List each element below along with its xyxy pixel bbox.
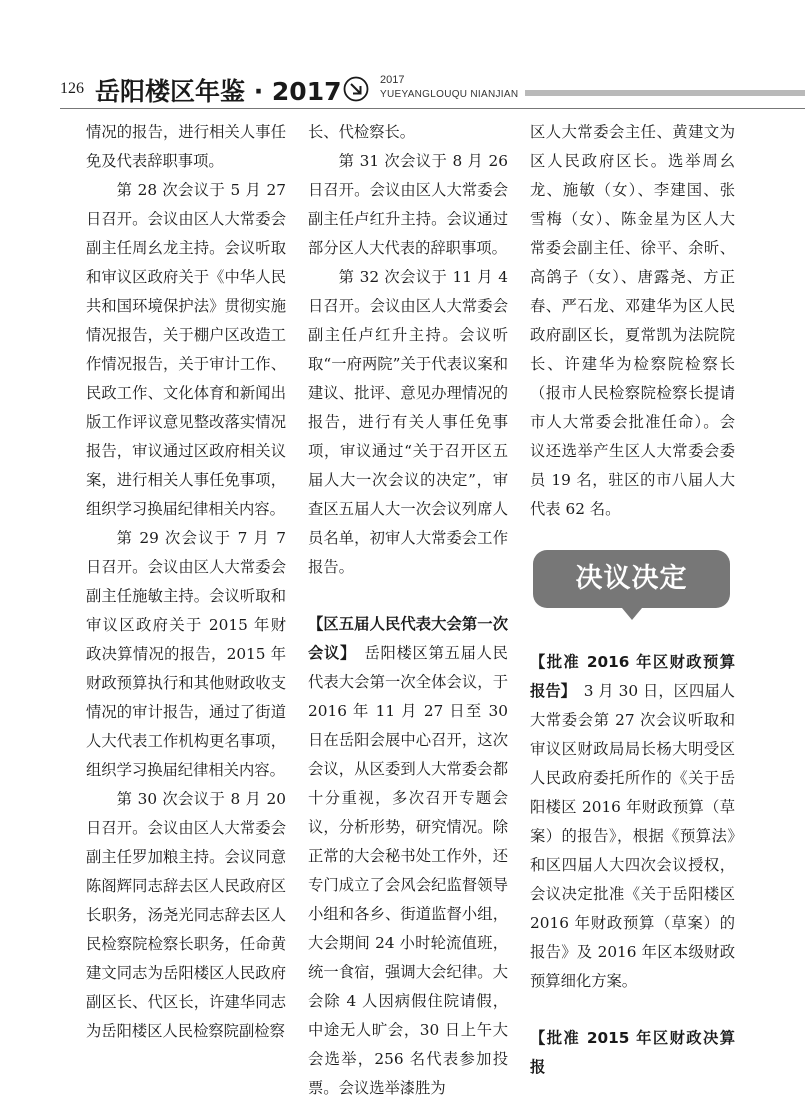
paragraph: 第 31 次会议于 8 月 26 日召开。会议由区人大常委会副主任卢红升主持。会议通过部分区人大代表的辞职事项。 [308, 152, 508, 257]
paragraph: 第 30 次会议于 8 月 20 日召开。会议由区人大常委会副主任罗加粮主持。会议同意陈阁辉同志辞去区人民政府区长职务，汤尧光同志辞去区人民检察院检察长职务，任命黄建文同志为岳阳楼区人民政府副区长、代区长，许建华同志为岳阳楼区人民检察院副检察 [86, 790, 286, 1040]
text-column-1 [86, 118, 286, 1046]
paragraph: 区人大常委会主任、黄建文为区人民政府区长。选举周幺龙、施敏（女）、李建国、张雪梅（女）、陈金星为区人大常委会副主任、徐平、余昕、高鸽子（女）、唐露尧、方正春、严石龙、邓建华为区人民政府副区长，夏常凯为法院院长、许建华为检察院检察长（报市人民检察院检察长提请市人大常委会批准任命）。会议还选举产生区人大常委会委员 19 名，驻区的市八届人大代表 62 名。 [530, 123, 735, 518]
banner-pointer [622, 608, 642, 620]
section-title: 决议决定 [575, 563, 688, 594]
section-banner [533, 550, 730, 608]
header-bar [525, 90, 805, 96]
paragraph: 第 28 次会议于 5 月 27 日召开。会议由区人大常委会副主任周幺龙主持。会议听取和审议区政府关于《中华人民共和国环境保护法》贯彻实施情况报告，关于棚户区改造工作情况报告，关于审计工作、民政工作、文化体育和新闻出版工作评议意见整改落实情况报告，审议通过区政府相关议案，进行相关人事任免事项，组织学习换届纪律相关内容。 [86, 181, 286, 518]
paragraph: 第 29 次会议于 7 月 7 日召开。会议由区人大常委会副主任施敏主持。会议听取和审议区政府关于 2015 年财政决算情况的报告，2015 年财政预算执行和其他财政收支情况的审计报告，通过了街道人大代表工作机构更名事项，组织学习换届纪律相关内容。 [86, 529, 286, 779]
page-header [0, 72, 805, 112]
paragraph: 长、代检察长。 [308, 123, 416, 141]
book-title: 岳阳楼区年鉴 · 2017 [95, 77, 342, 106]
entry-heading: 【批准 2016 年区财政预算报告】 [530, 653, 735, 700]
paragraph [530, 1024, 735, 1082]
header-pinyin: YUEYANGLOUQU NIANJIAN [380, 89, 519, 100]
header-rule [60, 108, 805, 109]
entry-body: 3 月 30 日，区四届人大常委会第 27 次会议听取和审议区财政局局长杨大明受区人民政府委托所作的《关于岳阳楼区 2016 年财政预算（草案）的报告》，根据《预算法》和区四届人大四次会议授权，会议决定批准《关于岳阳楼区 2016 年财政预算（草案）的报告》及 2016 年区本级财政预算细化方案。 [530, 682, 735, 990]
header-year: 2017 [380, 74, 405, 86]
paragraph [530, 648, 735, 996]
paragraph [308, 610, 508, 1103]
page-number: 126 [60, 80, 84, 97]
text-column-3 [530, 118, 735, 1082]
entry-heading: 【区五届人民代表大会第一次会议】 [308, 615, 508, 662]
paragraph: 第 32 次会议于 11 月 4 日召开。会议由区人大常委会副主任卢红升主持。会议听取“一府两院”关于代表议案和建议、批评、意见办理情况的报告，进行有关人事任免事项，审议通过“关于召开区五届人大一次会议的决定”，审查区五届人大一次会议列席人员名单，初审人大常委会工作报告。 [308, 268, 508, 576]
paragraph: 情况的报告，进行相关人事任免及代表辞职事项。 [86, 123, 286, 170]
entry-heading: 【批准 2015 年区财政决算报 [530, 1029, 735, 1076]
entry-body: 岳阳楼区第五届人民代表大会第一次全体会议，于 2016 年 11 月 27 日至 30 日在岳阳会展中心召开，这次会议，从区委到人大常委会都十分重视，多次召开专题会议，分析形势，研究情况。除正常的大会秘书处工作外，还专门成立了会风会纪监督领导小组和各乡、街道监督小组，大会期间 24 小时轮流值班，统一食宿，强调大会纪律。大会除 4 人因病假住院请假，中途无人旷会，30 日上午大会选举，256 名代表参加投票。会议选举漆胜为 [308, 644, 508, 1097]
text-column-2 [308, 118, 508, 1103]
down-right-arrow-circle-icon [343, 76, 369, 102]
